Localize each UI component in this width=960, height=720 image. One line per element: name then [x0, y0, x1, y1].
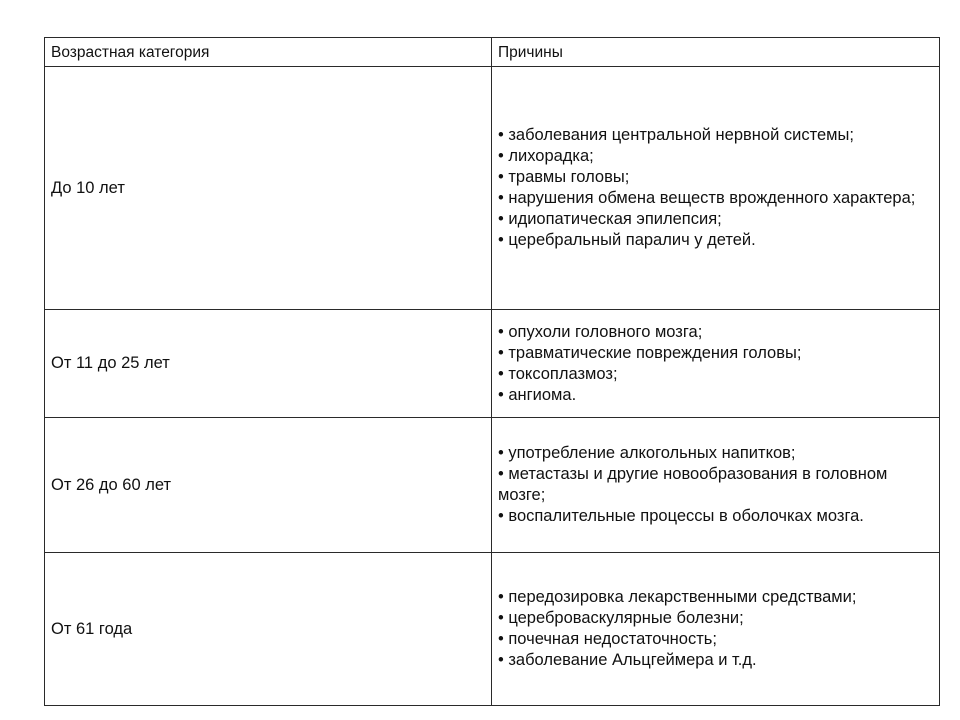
reason-item: • травматические повреждения головы;: [498, 343, 802, 362]
reason-item: • идиопатическая эпилепсия;: [498, 210, 722, 228]
table-row: [45, 67, 940, 310]
age-cell: До 10 лет: [45, 67, 492, 310]
reason-item: • нарушения обмена веществ врожденного характера;: [498, 189, 916, 207]
reason-item: • церебральный паралич у детей.: [498, 231, 756, 249]
reason-item: • травмы головы;: [498, 168, 630, 186]
reason-item: • ангиома.: [498, 385, 577, 404]
reasons-cell: [492, 310, 940, 418]
age-causes-table: [44, 37, 940, 706]
header-age-category: Возрастная категория: [45, 38, 492, 67]
table-row: [45, 553, 940, 706]
reason-item: • заболевания центральной нервной системы;: [498, 126, 854, 144]
table-header-row: [45, 38, 940, 67]
table-row: [45, 310, 940, 418]
reason-item: • почечная недостаточность;: [498, 630, 717, 648]
reason-item: • цереброваскулярные болезни;: [498, 609, 744, 627]
table-row: [45, 418, 940, 553]
reason-item: • токсоплазмоз;: [498, 364, 618, 383]
reason-item: • заболевание Альцгеймера и т.д.: [498, 651, 757, 669]
reason-item: • метастазы и другие новообразования в головном мозге;: [498, 465, 888, 504]
reasons-cell: [492, 67, 940, 310]
age-cell: От 11 до 25 лет: [45, 310, 492, 418]
header-reasons: Причины: [492, 38, 940, 67]
age-cell: От 61 года: [45, 553, 492, 706]
reason-item: • воспалительные процессы в оболочках мозга.: [498, 507, 864, 525]
age-cell: От 26 до 60 лет: [45, 418, 492, 553]
reason-item: • передозировка лекарственными средствами;: [498, 588, 857, 606]
reason-item: • опухоли головного мозга;: [498, 322, 703, 341]
reasons-cell: [492, 553, 940, 706]
reason-item: • лихорадка;: [498, 147, 594, 165]
reason-item: • употребление алкогольных напитков;: [498, 444, 796, 462]
reasons-cell: [492, 418, 940, 553]
